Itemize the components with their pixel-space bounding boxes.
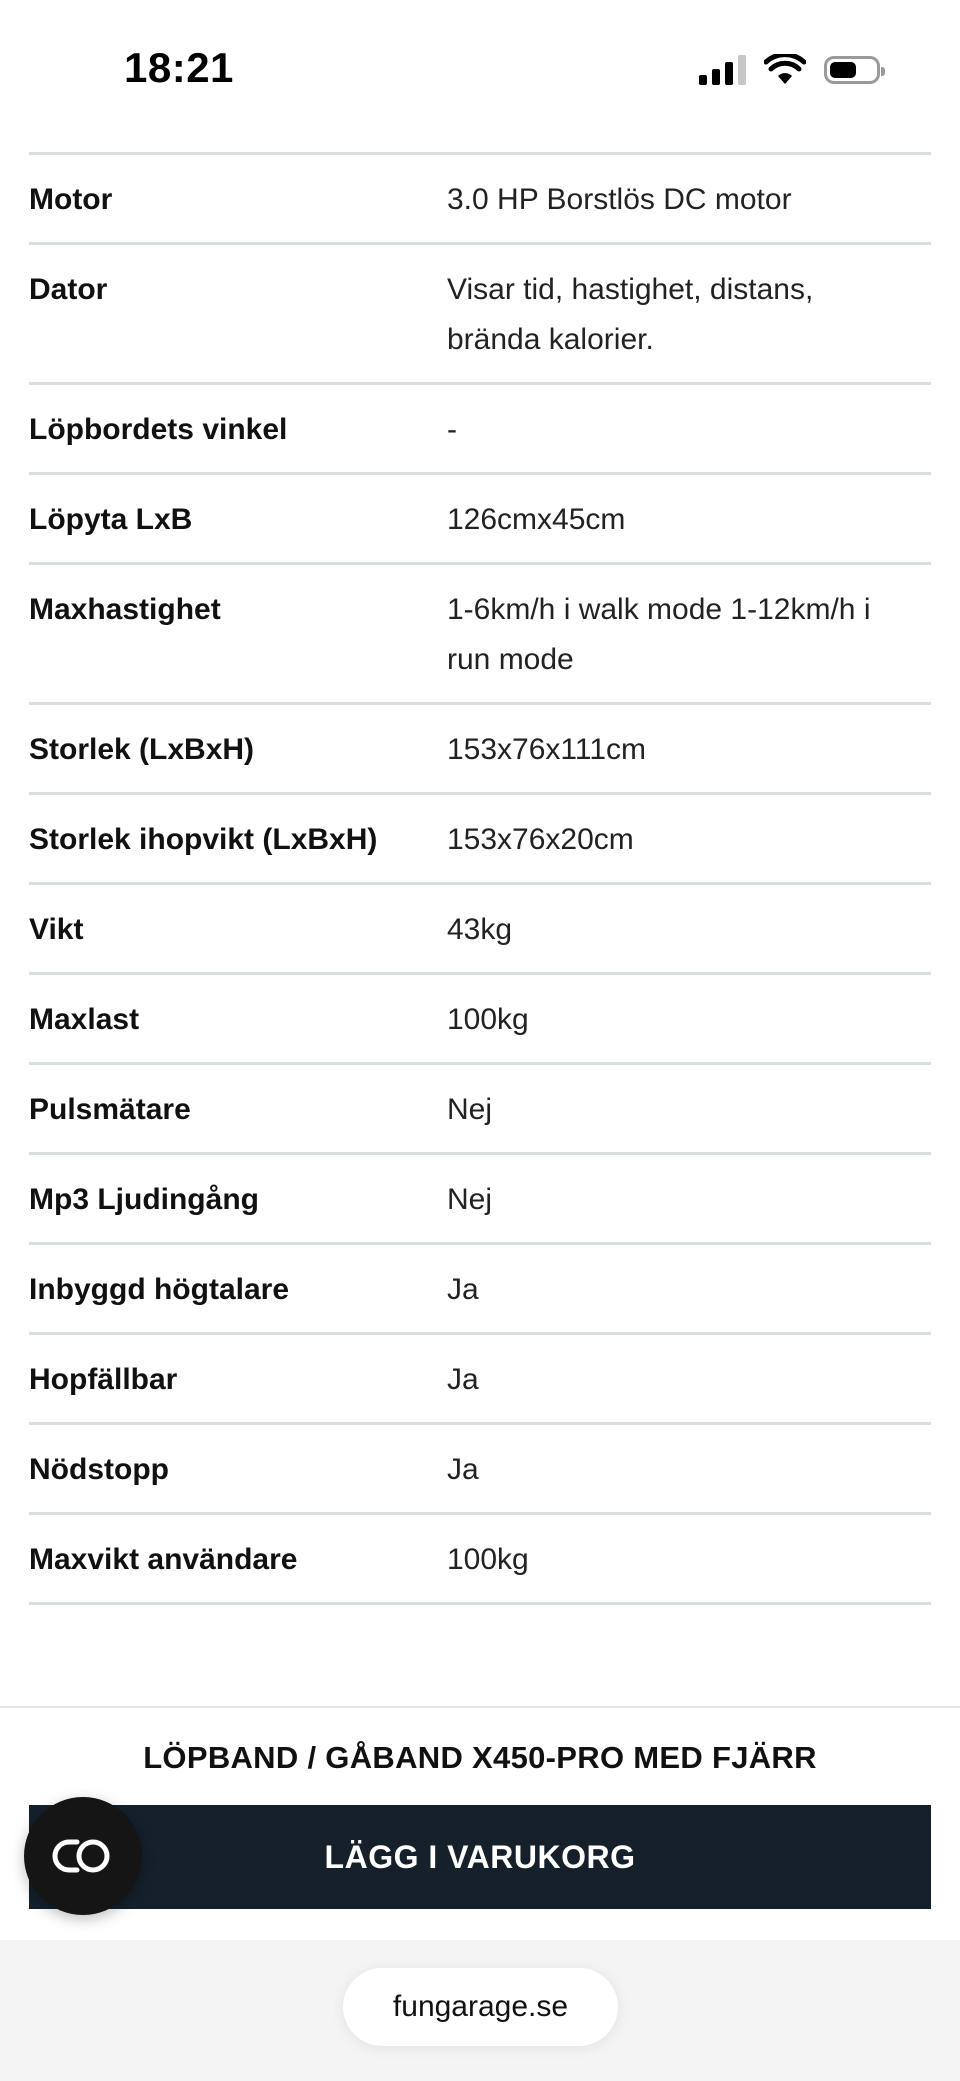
spec-label: Maxvikt användare bbox=[29, 1543, 298, 1576]
battery-icon bbox=[824, 56, 880, 84]
spec-value: Nej bbox=[447, 1093, 493, 1126]
status-bar bbox=[0, 0, 960, 140]
wifi-icon bbox=[764, 54, 806, 86]
spec-row bbox=[29, 885, 931, 975]
sticky-product-title: LÖPBAND / GÅBAND X450-PRO MED FJÄRR bbox=[143, 1740, 817, 1775]
spec-value: 43kg bbox=[447, 913, 513, 946]
spec-label: Pulsmätare bbox=[29, 1093, 191, 1126]
spec-value: Ja bbox=[447, 1273, 479, 1306]
divider bbox=[0, 1706, 960, 1708]
spec-value: 100kg bbox=[447, 1543, 529, 1576]
spec-row bbox=[29, 1245, 931, 1335]
status-icons bbox=[699, 52, 880, 88]
spec-label: Storlek (LxBxH) bbox=[29, 733, 255, 766]
spec-label: Hopfällbar bbox=[29, 1363, 178, 1396]
spec-value: 153x76x20cm bbox=[447, 823, 634, 856]
spec-value: Visar tid, hastighet, distans, brända kalorier. bbox=[447, 273, 814, 356]
spec-value: Ja bbox=[447, 1363, 479, 1396]
spec-row bbox=[29, 975, 931, 1065]
add-to-cart-button[interactable]: LÄGG I VARUKORG bbox=[29, 1805, 931, 1909]
battery-level bbox=[830, 62, 856, 78]
spec-row bbox=[29, 1335, 931, 1425]
spec-row bbox=[29, 565, 931, 705]
spec-row bbox=[29, 1515, 931, 1605]
spec-row bbox=[29, 1425, 931, 1515]
spec-label: Maxlast bbox=[29, 1003, 140, 1036]
chat-widget-icon bbox=[51, 1836, 115, 1876]
spec-value: 126cmx45cm bbox=[447, 503, 626, 536]
spec-value: 3.0 HP Borstlös DC motor bbox=[447, 183, 792, 216]
status-time: 18:21 bbox=[124, 44, 234, 91]
spec-value: 100kg bbox=[447, 1003, 529, 1036]
chat-widget-button[interactable] bbox=[24, 1797, 142, 1915]
spec-label: Maxhastighet bbox=[29, 593, 221, 626]
url-bar[interactable]: fungarage.se bbox=[343, 1968, 618, 2046]
spec-value: - bbox=[447, 413, 457, 446]
spec-label: Nödstopp bbox=[29, 1453, 169, 1486]
spec-row bbox=[29, 475, 931, 565]
spec-label: Vikt bbox=[29, 913, 84, 946]
spec-value: Nej bbox=[447, 1183, 493, 1216]
spec-label: Mp3 Ljudingång bbox=[29, 1183, 259, 1216]
spec-label: Löpbordets vinkel bbox=[29, 413, 288, 446]
spec-label: Storlek ihopvikt (LxBxH) bbox=[29, 823, 378, 856]
spec-value: Ja bbox=[447, 1453, 479, 1486]
spec-label: Löpyta LxB bbox=[29, 503, 193, 536]
spec-row bbox=[29, 1155, 931, 1245]
spec-row bbox=[29, 705, 931, 795]
spec-value: 153x76x111cm bbox=[447, 733, 647, 766]
spec-row bbox=[29, 155, 931, 245]
spec-row bbox=[29, 1065, 931, 1155]
spec-row bbox=[29, 795, 931, 885]
spec-table bbox=[29, 152, 931, 1605]
spec-row bbox=[29, 245, 931, 385]
spec-row bbox=[29, 385, 931, 475]
spec-label: Dator bbox=[29, 273, 108, 306]
spec-value: 1-6km/h i walk mode 1-12km/h i run mode bbox=[447, 593, 871, 676]
spec-label: Motor bbox=[29, 183, 113, 216]
spec-label: Inbyggd högtalare bbox=[29, 1273, 290, 1306]
cellular-signal-icon bbox=[699, 55, 746, 85]
